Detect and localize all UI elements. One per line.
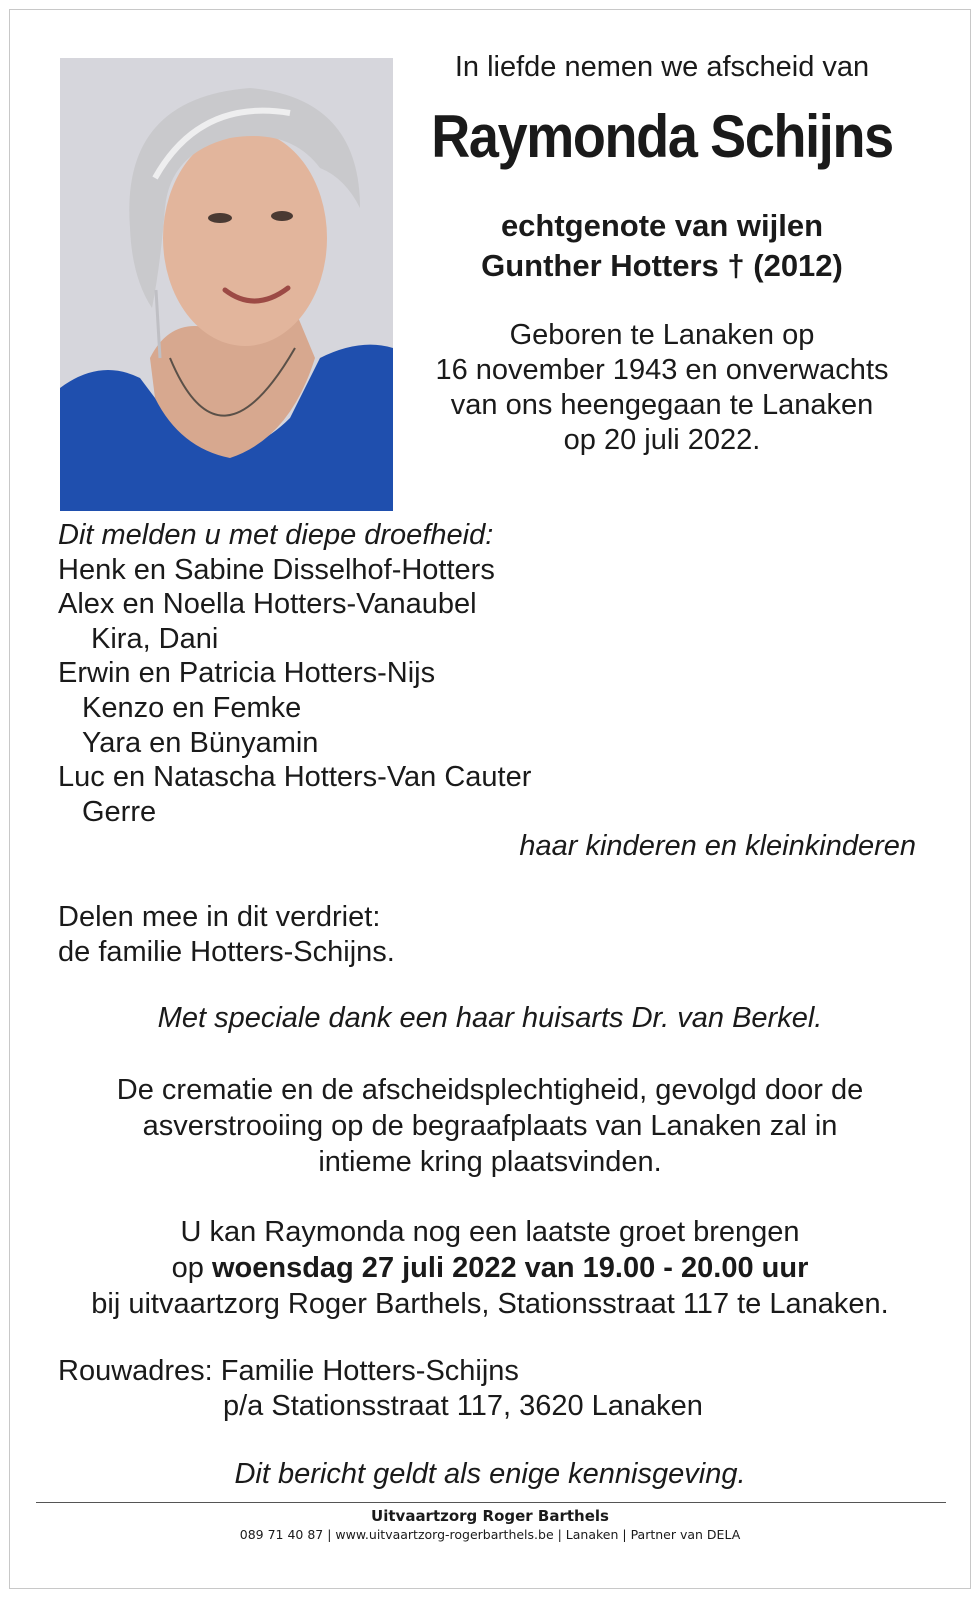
- mourner-line: Gerre: [82, 795, 157, 828]
- spouse-line-1: echtgenote van wijlen: [500, 208, 824, 243]
- spouse-line-2: Gunther Hotters † (2012): [481, 248, 843, 283]
- visit-line-3: bij uitvaartzorg Roger Barthels, Stationsstraat 117 te Lanaken.: [91, 1288, 889, 1320]
- mourner-line: Alex en Noella Hotters-Vanaubel: [58, 588, 477, 621]
- born-line-2: 16 november 1943 en onverwachts: [435, 354, 889, 386]
- spouse-info: [402, 206, 922, 286]
- intro-text: In liefde nemen we afscheid van: [454, 51, 870, 83]
- visit-prefix: op: [171, 1252, 212, 1284]
- visit-datetime: woensdag 27 juli 2022 van 19.00 - 20.00 uur: [211, 1252, 809, 1284]
- mourners-list: [58, 518, 918, 864]
- born-line-3: van ons heengegaan te Lanaken: [450, 389, 874, 421]
- mourner-line: Kira, Dani: [91, 622, 219, 655]
- mourning-address: [58, 1354, 703, 1424]
- visit-line-2: [30, 1250, 950, 1286]
- address-line-1: Rouwadres: Familie Hotters-Schijns: [58, 1355, 519, 1387]
- cremation-line-3: intieme kring plaatsvinden.: [318, 1146, 662, 1178]
- mourners-intro: Dit melden u met diepe droefheid:: [58, 519, 494, 551]
- mourner-line: Kenzo en Femke: [82, 691, 302, 724]
- born-line-4: op 20 juli 2022.: [563, 424, 761, 456]
- portrait-photo: [60, 58, 393, 511]
- mourner-line: Henk en Sabine Disselhof-Hotters: [58, 553, 495, 586]
- visit-line-1: U kan Raymonda nog een laatste groet brengen: [180, 1216, 800, 1248]
- share-line-1: Delen mee in dit verdriet:: [58, 901, 381, 933]
- visit-info: [30, 1214, 950, 1322]
- cremation-line-2: asverstrooiing op de begraafplaats van Lanaken zal in: [142, 1110, 838, 1142]
- cremation-info: [30, 1072, 950, 1180]
- mourner-line: Yara en Bünyamin: [82, 726, 319, 759]
- share-grief: [58, 900, 395, 970]
- funeral-home-name: Uitvaartzorg Roger Barthels: [371, 1507, 609, 1525]
- footer-divider: [36, 1502, 946, 1503]
- deceased-name: Raymonda Schijns: [431, 103, 893, 170]
- cremation-line-1: De crematie en de afscheidsplechtigheid, gevolgd door de: [116, 1074, 864, 1106]
- birth-death-info: [402, 318, 922, 458]
- funeral-home-contact: 089 71 40 87 | www.uitvaartzorg-rogerbarthels.be | Lanaken | Partner van DELA: [239, 1527, 741, 1542]
- mourner-line: Luc en Natascha Hotters-Van Cauter: [58, 761, 532, 794]
- born-line-1: Geboren te Lanaken op: [509, 319, 815, 351]
- share-line-2: de familie Hotters-Schijns.: [58, 936, 395, 968]
- portrait-illustration: [60, 58, 393, 511]
- obituary-card: [9, 9, 971, 1589]
- address-line-2: p/a Stationsstraat 117, 3620 Lanaken: [223, 1390, 703, 1422]
- notice-text: Dit bericht geldt als enige kennisgeving.: [234, 1458, 746, 1490]
- mourner-line: Erwin en Patricia Hotters-Nijs: [58, 657, 436, 690]
- header-block: [402, 50, 922, 458]
- footer: [10, 1506, 970, 1544]
- mourners-closing: haar kinderen en kleinkinderen: [519, 830, 916, 863]
- thanks-text: Met speciale dank een haar huisarts Dr. van Berkel.: [157, 1002, 823, 1034]
